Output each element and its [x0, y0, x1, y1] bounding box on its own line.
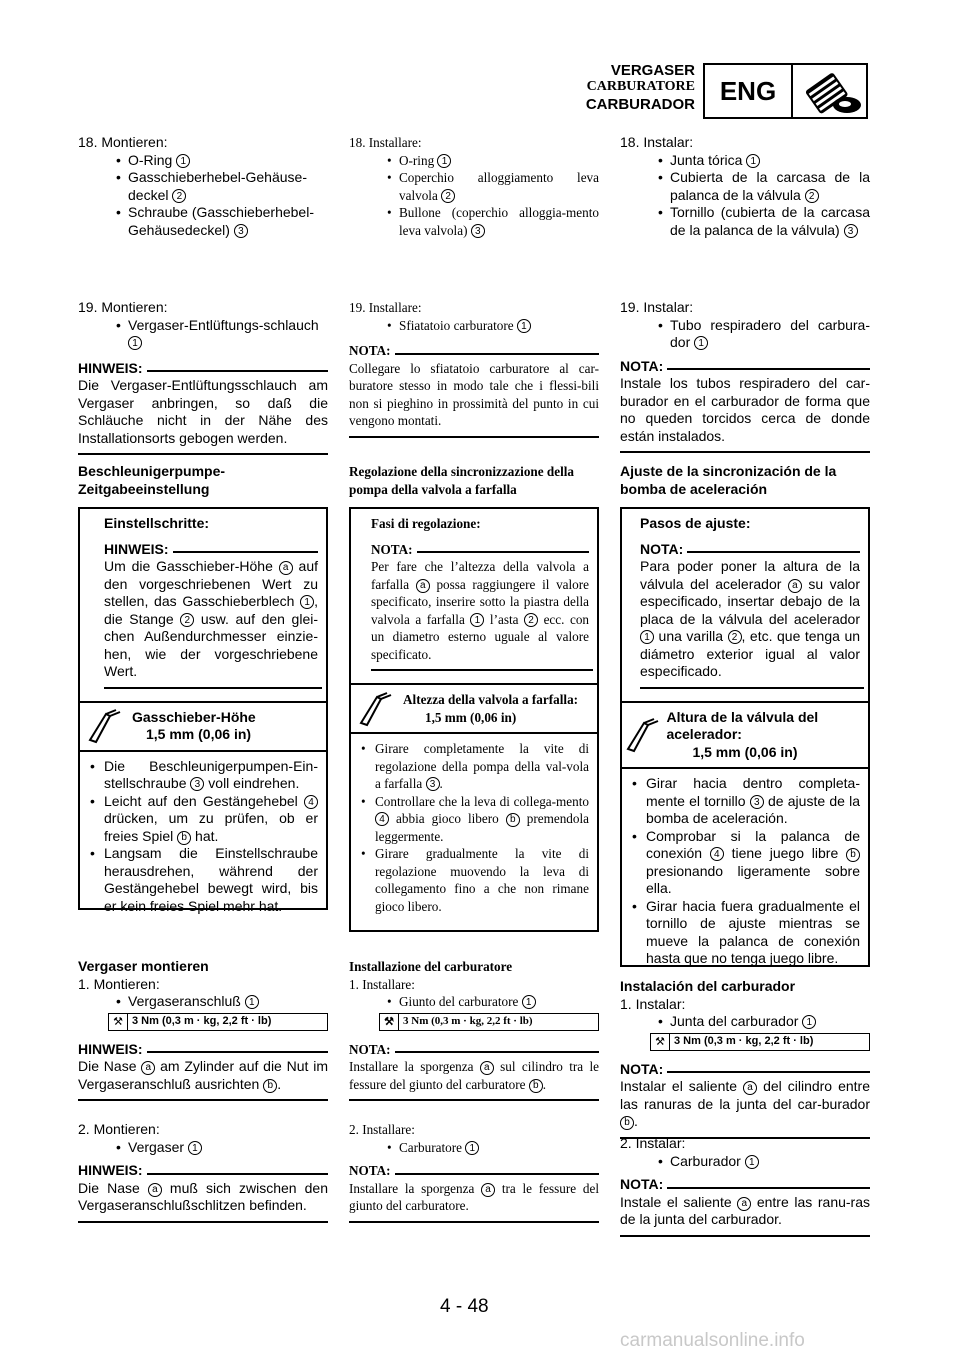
step-19-item-1: • Vergaser-Entlüftungs-schlauch 1	[78, 317, 328, 352]
note-heading: NOTA:	[620, 358, 870, 376]
install-step-2-item: • Vergaser 1	[78, 1139, 328, 1157]
adjustment-title: Beschleunigerpumpe-Zeitgabeeinstellung	[78, 463, 226, 497]
note-heading: NOTA:	[620, 1061, 870, 1079]
adjust-bullet-1: • Girar hacia dentro completa-mente el tornillo 3 de ajuste de la bomba de aceleración.	[632, 775, 860, 828]
spec-label: Altura de la válvula del acelerador:	[666, 708, 819, 742]
step-19-heading: 19. Installare:	[349, 300, 422, 315]
step-18-item-1: • O-Ring 1	[78, 152, 328, 170]
steps-note: Para poder poner la altura de la válvula del acelerador a su valor especificado, insertar debajo de la placa de la válvula del acelerador 1 una varilla 2 , etc. que tenga un diámetro exterior igual al valor especificado.	[640, 558, 861, 679]
step-19-heading: 19. Montieren:	[78, 299, 168, 315]
note-heading: NOTA:	[620, 1176, 870, 1194]
adjust-bullet-2: • Leicht auf den Gestängehebel 4 drücken, um zu prüfen, ob er freies Spiel b hat.	[90, 793, 318, 846]
section-badge-label: ENG	[705, 65, 793, 117]
install-step-2: 2. Instalar:	[620, 1135, 686, 1151]
spec-row	[80, 701, 326, 750]
watermark: carmanualsonline.info	[620, 1330, 805, 1351]
steps-heading: Einstellschritte:	[104, 515, 210, 531]
step-19-item-1: • Tubo respiradero del carbura-dor 1	[620, 317, 870, 352]
adjust-bullet-3: • Girar hacia fuera gradualmente el tornillo de ajuste mientras se mueve la palanca de conexión hasta que no tenga juego libre.	[632, 898, 860, 968]
step-19-note: Instale los tubos respiradero del car-burador en el carburador de forma que no queden torcidos cerca de donde están instalados.	[620, 375, 870, 444]
install-step-2-note: Instale el saliente a entre las ranu-ras de la junta del carburador.	[620, 1193, 870, 1227]
adjust-bullet-2: • Controllare che la leva di collega-mento 4 abbia gioco libero b premendola leggermente.	[361, 793, 589, 846]
spec-label: Altezza della valvola a farfalla:	[403, 692, 579, 707]
step-18-heading: 18. Instalar:	[620, 134, 694, 150]
step-18-item-2: • Gasschieberhebel-Gehäuse-deckel 2	[78, 169, 328, 204]
install-step-2-item: • Carburatore 1	[349, 1139, 599, 1157]
steps-note: Per fare che l’altezza della valvola a farfalla a possa raggiungere il valore specificato, inserire sotto la piastra della valvola a farfalla 1 l’asta 2 ecc. con un diametro esterno uguale al valore specificato.	[371, 559, 590, 662]
step-18-item-2: • Coperchio alloggiamento leva valvola 2	[349, 169, 599, 204]
spec-value: 1,5 mm (0,06 in)	[425, 709, 517, 725]
install-step-2-note: Installare la sporgenza a tra le fessure del giunto del carburatore.	[349, 1180, 599, 1213]
install-step-1-item: • Vergaseranschluß 1	[78, 993, 328, 1011]
header-title-es: CARBURADOR	[585, 96, 695, 113]
spec-label: Gasschieber-Höhe	[132, 708, 256, 725]
note-heading: NOTA:	[371, 541, 589, 559]
adjustment-title: Regolazione della sincronizzazione della pompa della valvola a farfalla	[349, 464, 575, 497]
note-heading: HINWEIS:	[78, 1041, 328, 1059]
caliper-icon	[80, 703, 132, 750]
adjust-bullet-2: • Comprobar si la palanca de conexión 4 tiene juego libre b presionando ligeramente sobre ella.	[632, 828, 860, 898]
step-19-note: Collegare lo sfiatatoio carburatore al car-buratore stesso in modo tale che i flessi-bili non si pieghino in prossimità del punto in cui vengono montati.	[349, 360, 599, 428]
adjustment-title: Ajuste de la sincronización de la bomba de aceleración	[620, 463, 837, 497]
step-18-item-3: • Schraube (Gasschieberhebel-Gehäusedeckel) 3	[78, 204, 328, 239]
step-19-heading: 19. Instalar:	[620, 299, 694, 315]
install-title: Instalación del carburador	[620, 978, 796, 994]
step-18-item-2: • Cubierta de la carcasa de la palanca de la válvula 2	[620, 169, 870, 204]
header-title-de: VERGASER	[610, 62, 695, 79]
wrench-icon: ⚒	[380, 1014, 399, 1030]
spec-row	[622, 701, 868, 768]
step-18-heading: 18. Installare:	[349, 135, 422, 150]
install-step-2-item: • Carburador 1	[620, 1153, 870, 1171]
step-18-item-1: • O-ring 1	[349, 152, 599, 170]
install-title: Vergaser montieren	[78, 958, 209, 974]
install-step-2: 2. Installare:	[349, 1122, 415, 1137]
steps-note: Um die Gasschieber-Höhe a auf den vorgeschriebenen Wert zu stellen, das Gasschieberblech 1 , die Stange 2 usw. auf den glei-chen Außendurchmesser einzie-hen, wie der vorgeschriebene Wert.	[104, 558, 319, 679]
step-19-item-1: • Sfiatatoio carburatore 1	[349, 317, 599, 335]
wrench-icon: ⚒	[651, 1034, 670, 1050]
caliper-icon	[622, 703, 666, 768]
install-step-1: 1. Montieren:	[78, 975, 160, 992]
note-heading: NOTA:	[640, 541, 860, 559]
torque-spec: ⚒ 3 Nm (0,3 m · kg, 2,2 ft · lb)	[108, 1013, 328, 1031]
adjust-bullet-3: • Langsam die Einstellschraube herausdrehen, während der Gestängehebel bewegt wird, bis er kein freies Spiel mehr hat.	[90, 845, 318, 915]
step-18-item-3: • Bullone (coperchio alloggia-mento leva valvola) 3	[349, 204, 599, 239]
step-18-heading: 18. Montieren:	[78, 134, 168, 150]
step-18-item-3: • Tornillo (cubierta de la carcasa de la palanca de la válvula) 3	[620, 204, 870, 239]
install-step-2-note: Die Nase a muß sich zwischen den Vergaseranschlußschlitzen befinden.	[78, 1179, 328, 1213]
note-heading: HINWEIS:	[104, 541, 318, 559]
adjust-bullet-1: • Girare completamente la vite di regolazione della pompa della val-vola a farfalla 3 .	[361, 740, 589, 793]
adjustment-steps-box	[620, 507, 870, 967]
adjust-bullet-1: • Die Beschleunigerpumpen-Ein-stellschraube 3 voll eindrehen.	[90, 758, 318, 793]
engine-cylinder-icon	[793, 65, 866, 117]
spec-value: 1,5 mm (0,06 in)	[146, 726, 252, 742]
section-badge	[703, 63, 868, 119]
header-title-it: CARBURATORE	[586, 79, 695, 94]
adjustment-steps-box	[78, 507, 328, 914]
install-step-1-note: Die Nase a am Zylinder auf die Nut im Vergaseranschluß ausrichten b .	[78, 1058, 328, 1092]
step-18-item-1: • Junta tórica 1	[620, 152, 870, 170]
install-step-1-note: Instalar el saliente a del cilindro entre las ranuras de la junta del car-burador b .	[620, 1078, 870, 1129]
adjust-bullet-3: • Girare gradualmente la vite di regolazione muovendo la leva di collegamento fino a che non rimane gioco libero.	[361, 845, 589, 915]
caliper-icon	[351, 685, 403, 732]
torque-spec: ⚒ 3 Nm (0,3 m · kg, 2,2 ft · lb)	[379, 1013, 599, 1031]
install-title: Installazione del carburatore	[349, 959, 513, 974]
torque-spec: ⚒ 3 Nm (0,3 m · kg, 2,2 ft · lb)	[650, 1033, 870, 1051]
note-heading: NOTA:	[349, 1162, 599, 1180]
install-step-1-note: Installare la sporgenza a sul cilindro tra le fessure del giunto del carburatore b .	[349, 1059, 599, 1092]
steps-heading: Fasi di regolazione:	[371, 516, 481, 531]
install-step-1: 1. Instalar:	[620, 995, 686, 1012]
page-number: 4 - 48	[440, 1296, 489, 1317]
note-heading: HINWEIS:	[78, 360, 328, 378]
install-step-1-item: • Giunto del carburatore 1	[349, 993, 599, 1011]
spec-value: 1,5 mm (0,06 in)	[692, 743, 798, 760]
wrench-icon: ⚒	[109, 1014, 128, 1030]
spec-row	[351, 683, 597, 732]
install-step-1: 1. Installare:	[349, 976, 415, 992]
steps-heading: Pasos de ajuste:	[640, 515, 751, 531]
step-19-note: Die Vergaser-Entlüftungsschlauch am Vergaser anbringen, so daß die Schläuche nicht in der Nähe des Installationsorts gebogen werden.	[78, 377, 328, 446]
install-step-2: 2. Montieren:	[78, 1121, 160, 1137]
note-heading: HINWEIS:	[78, 1162, 328, 1180]
install-step-1-item: • Junta del carburador 1	[620, 1013, 870, 1031]
note-heading: NOTA:	[349, 342, 599, 360]
note-heading: NOTA:	[349, 1041, 599, 1059]
adjustment-steps-box	[349, 507, 599, 932]
